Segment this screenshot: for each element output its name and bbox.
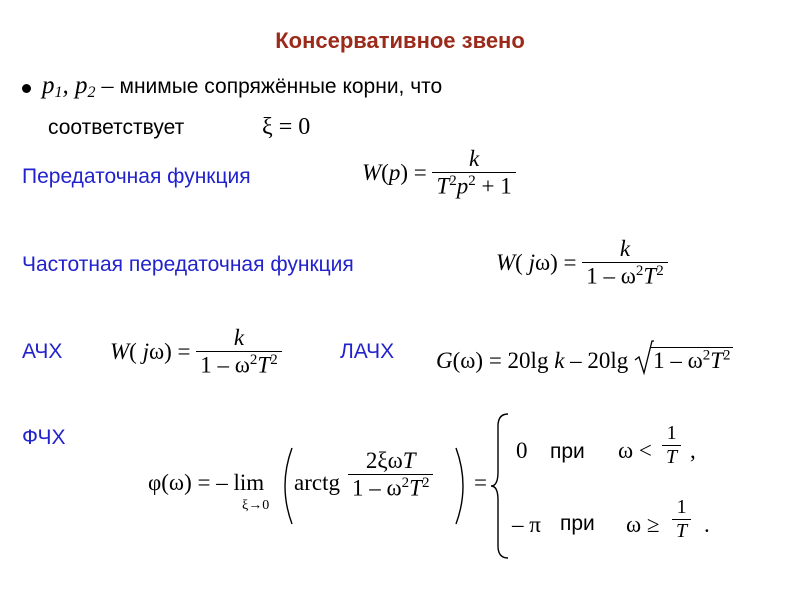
transfer-fraction: $\frac{k}{T^2p^2 + 1}$	[432, 146, 515, 200]
right-paren	[452, 446, 472, 526]
slide-title: Консервативное звено	[275, 28, 525, 53]
case2-cond: ω ≥	[626, 512, 660, 537]
fch-fraction: 2ξωT $1 - \omega^2T^2$	[348, 448, 433, 502]
ach-label: АЧХ	[22, 340, 63, 363]
bullet-dot	[22, 84, 31, 93]
fch-lim-sub: ξ→0	[242, 498, 270, 513]
condition-formula: ξ = 0	[262, 114, 311, 140]
sqrt-expression: $1 - \omega^2T^2$	[634, 340, 732, 376]
bullet-text: мнимые сопряжённые корни, что	[119, 75, 443, 98]
fch-arctg: arctg	[294, 470, 340, 495]
left-brace	[490, 412, 512, 560]
fch-lim: φ(ω) = – lim	[148, 470, 265, 495]
ach-fraction: $\frac{k}{1 - \omega^2T^2}$	[196, 325, 281, 379]
ach-formula: W( jω) = $\frac{k}{1 - \omega^2T^2}$	[110, 325, 282, 379]
case1-fraction: $\frac{1}{T}$	[662, 422, 681, 469]
case2-word: при	[560, 512, 595, 535]
bullet-line-1	[42, 72, 442, 102]
case1-word: при	[550, 440, 585, 463]
bullet-text-2: соответствует	[48, 116, 185, 139]
fch-label: ФЧХ	[22, 426, 66, 449]
freq-transfer-fraction: $\frac{k}{1 - \omega^2T^2}$	[582, 236, 667, 290]
case2-fraction: $\frac{1}{T}$	[672, 496, 691, 543]
freq-transfer-formula: W( jω) = $\frac{k}{1 - \omega^2T^2}$	[496, 236, 668, 290]
case1-end: ,	[690, 438, 696, 463]
left-paren	[276, 446, 296, 526]
lach-formula: G(ω) = 20lg k – 20lg $1 - \omega^2T^2$	[436, 340, 733, 376]
freq-transfer-label: Частотная передаточная функция	[22, 253, 354, 276]
bullet-line-2	[48, 116, 184, 140]
transfer-label: Передаточная функция	[22, 165, 251, 188]
case2-value: – π	[512, 512, 541, 537]
bullet-dash: –	[101, 73, 114, 99]
transfer-formula: W(p) = $\frac{k}{T^2p^2 + 1}$	[362, 146, 516, 200]
lach-label: ЛАЧХ	[340, 340, 395, 363]
case2-end: .	[704, 512, 710, 537]
fch-equals: =	[474, 470, 487, 495]
case1-cond: ω <	[618, 438, 652, 463]
case1-value: 0	[516, 438, 528, 463]
roots-symbols: $p_1$, $p_2$	[42, 72, 96, 101]
